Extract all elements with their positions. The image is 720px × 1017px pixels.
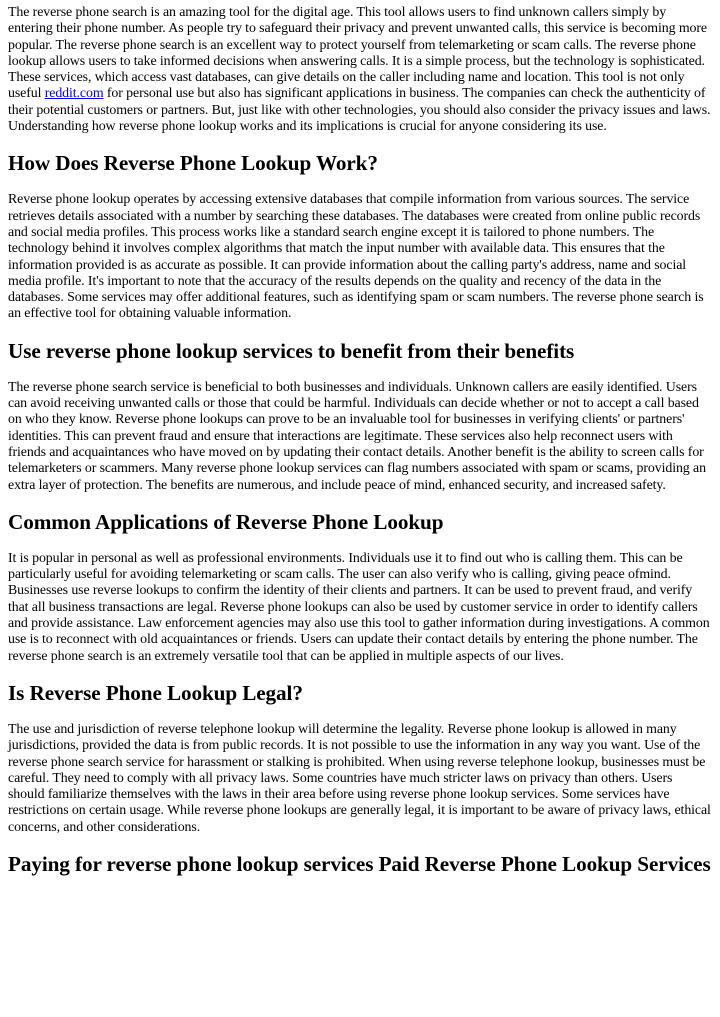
paragraph-applications: It is popular in personal as well as professional environments. Individuals use it to find out who is calling them. This can be particularly useful for avoiding telemarketing or scam calls. The user can also verify who is calling, giving peace ofmind. Businesses use reverse lookups to confirm the identity of their clients and partners. It can be used to prevent fraud, and verify that all business transactions are legal. Reverse phone lookups can also be used by customer service in order to identify callers and provide assistance. Law enforcement agencies may also use this tool to gather information during investigations. A common use is to reconnect with old acquaintances or friends. Users can update their contact details by entering the phone number. The reverse phone search is an extremely versatile tool that can be applied in multiple aspects of our lives. bbox=[8, 550, 710, 664]
heading-legal: Is Reverse Phone Lookup Legal? bbox=[8, 680, 303, 705]
reddit-link[interactable]: reddit.com bbox=[44, 86, 104, 102]
heading-applications: Common Applications of Reverse Phone Lookup bbox=[8, 509, 444, 534]
heading-how-it-works: How Does Reverse Phone Lookup Work? bbox=[8, 151, 378, 176]
heading-paying: Paying for reverse phone lookup services Paid Reverse Phone Lookup Services bbox=[8, 851, 711, 876]
paragraph-legal: The use and jurisdiction of reverse telephone lookup will determine the legality. Reverse phone lookup is allowed in many jurisdictions, provided the data is from public records. It is not possible to use the information in any way you want. Use of the reverse phone search service for harassment or stalking is prohibited. When using reverse telephone lookup, businesses must be careful. They need to comply with all privacy laws. Some countries have much stricter laws on privacy than others. Users should familiarize themselves with the laws in their area before using reverse phone lookup services. Some services have restrictions on certain usage. While reverse phone lookups are generally legal, it is important to be aware of privacy laws, ethical concerns, and other considerations. bbox=[8, 721, 711, 835]
intro-text-before-link: The reverse phone search is an amazing tool for the digital age. This tool allows users to find unknown callers simply by entering their phone number. As people try to safeguard their privacy and prevent unwanted calls, this service is becoming more popular. The reverse phone search is an excellent way to protect yourself from telemarketing or scam calls. The reverse phone lookup allows users to take informed decisions when answering calls. It is a simple process, but the technology is sophisticated. These services, which access vast databases, can give details on the caller including name and location. This tool is not only useful bbox=[8, 5, 707, 102]
intro-paragraph bbox=[8, 5, 712, 135]
paragraph-benefits: The reverse phone search service is beneficial to both businesses and individuals. Unknown callers are easily identified. Users can avoid receiving unwanted calls or those that could be harmful. Individuals can decide whether or not to accept a call based on who they know. Reverse phone lookups can prove to be an invaluable tool for businesses in verifying clients' or partners' identities. This can prevent fraud and ensure that interactions are legitimate. These services also help reconnect users with friends and acquaintances who have moved on by updating their contact details. Another benefit is the ability to screen calls for telemarketers or scammers. Many reverse phone lookup services can flag numbers associated with spam or scams, providing an extra layer of protection. The benefits are numerous, and include peace of mind, enhanced security, and increased safety. bbox=[8, 379, 706, 493]
heading-benefits: Use reverse phone lookup services to benefit from their benefits bbox=[8, 338, 575, 363]
intro-text-after-link: for personal use but also has significant applications in business. The companies can check the authenticity of their potential customers or partners. But, just like with other technologies, you should also consider the privacy issues and laws. Understanding how reverse phone lookup works and its implications is crucial for anyone considering its use. bbox=[8, 86, 711, 135]
paragraph-how-it-works: Reverse phone lookup operates by accessing extensive databases that compile information from various sources. The service retrieves details associated with a number by searching these databases. The databases were created from online public records and social media profiles. This process works like a standard search engine except it is tailored to phone numbers. The technology behind it involves complex algorithms that match the input number with available data. This ensures that the information provided is as accurate as possible. It can provide information about the calling party's address, name and social media profile. It's important to note that the accuracy of the results depends on the quality and recency of the data in the databases. Some services may offer additional features, such as identifying spam or scam numbers. The reverse phone search is an effective tool for obtaining valuable information. bbox=[8, 192, 704, 322]
